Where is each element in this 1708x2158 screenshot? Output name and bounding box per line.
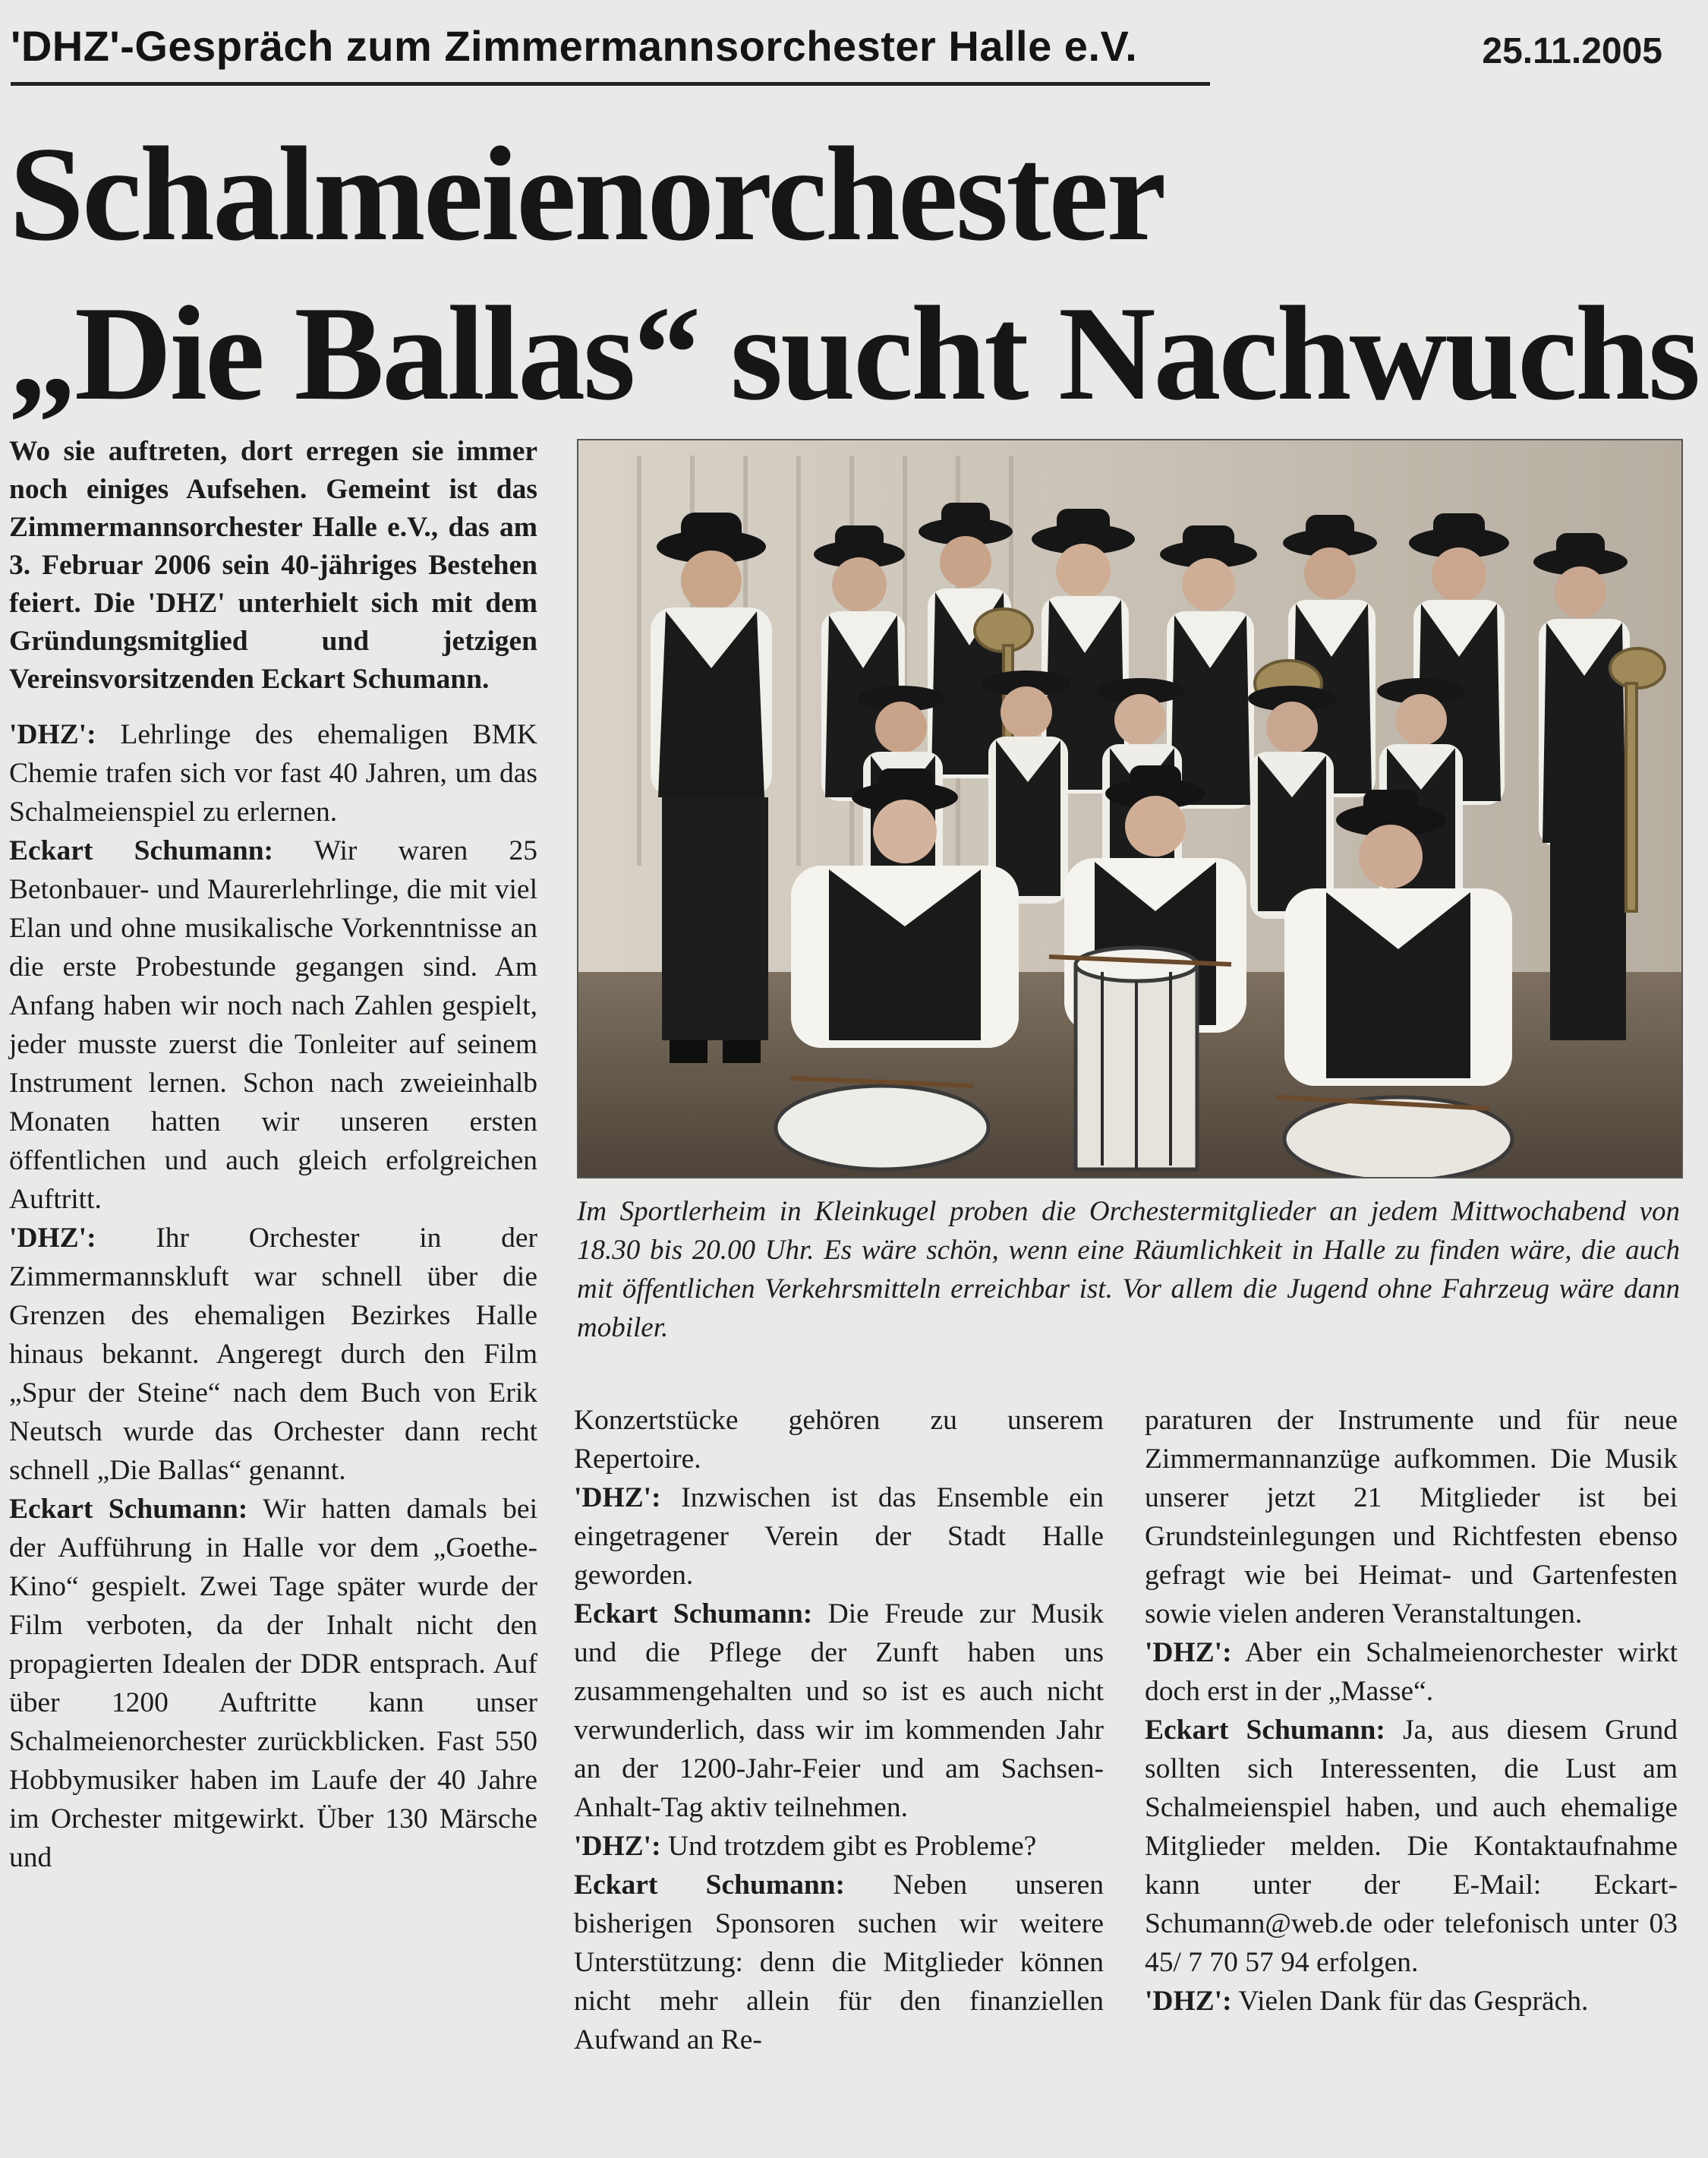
paragraph-text: Und trotzdem gibt es Probleme?: [660, 1831, 1037, 1862]
interview-paragraph: [9, 715, 537, 831]
speaker-label: Eckart Schumann:: [574, 1869, 846, 1901]
paragraph-text: Ihr Orchester in der Zimmermannskluft war schnell über die Grenzen des ehemaligen Bezirkes Halle hinaus bekannt. Angeregt durch den Film „Spur der Steine“ nach dem Buch von Erik Neutsch wurde das Orchester dann recht schnell „Die Ballas“ genannt.: [9, 1223, 537, 1486]
orchestra-group-photo: [577, 439, 1683, 1178]
headline-line-2: „Die Ballas“ sucht Nachwuchs: [9, 278, 1699, 428]
rubric-line: 'DHZ'-Gespräch zum Zimmermannsorchester Halle e.V.: [11, 22, 1138, 70]
interview-paragraph: [574, 1478, 1104, 1595]
rubric-underline: [11, 82, 1210, 86]
speaker-label: Eckart Schumann:: [1145, 1715, 1385, 1746]
interview-paragraph: [1145, 1982, 1678, 2021]
speaker-label: 'DHZ':: [574, 1482, 661, 1513]
paragraph-text: Lehrlinge des ehemaligen BMK Chemie trafen sich vor fast 40 Jahren, um das Schalmeienspiel zu erlernen.: [9, 719, 537, 828]
speaker-label: 'DHZ':: [1145, 1637, 1232, 1668]
interview-paragraph: [9, 1490, 537, 1877]
interview-paragraph: [9, 1219, 537, 1490]
interview-paragraph: [574, 1866, 1104, 2059]
speaker-label: 'DHZ':: [9, 1223, 96, 1254]
paragraph-text: Inzwischen ist das Ensemble ein eingetragener Verein der Stadt Halle geworden.: [574, 1482, 1104, 1591]
interview-paragraph: Konzertstücke gehören zu unserem Repertoire.: [574, 1405, 1104, 1475]
speaker-label: Eckart Schumann:: [9, 835, 274, 866]
interview-paragraph: [9, 831, 537, 1219]
photo-caption: Im Sportlerheim in Kleinkugel proben die Orchestermitglieder an jedem Mittwochabend von 18.30 bis 20.00 Uhr. Es wäre schön, wenn eine Räumlichkeit in Halle zu finden wäre, die auch mit öffentlichen Verkehrsmitteln erreichbar ist. Vor allem die Jugend ohne Fahrzeug wäre dann mobiler.: [577, 1196, 1680, 1343]
interview-paragraph: [1145, 1633, 1678, 1711]
headline: [9, 114, 1699, 433]
paragraph-text: Wir waren 25 Betonbauer- und Maurerlehrlinge, die mit viel Elan und ohne musikalische Vorkenntnisse an die erste Probestunde gegangen sind. Am Anfang haben wir noch nach Zahlen gespielt, jeder musste zuerst die Tonleiter auf seinem Instrument lernen. Schon nach zweieinhalb Monaten hatten wir unseren ersten öffentlichen und auch gleich erfolgreichen Auftritt.: [9, 835, 538, 1215]
publication-date: 25.11.2005: [1482, 31, 1662, 71]
article-column-3: [1145, 1401, 1678, 2021]
paragraph-text: Ja, aus diesem Grund sollten sich Interessenten, die Lust am Schalmeienspiel haben, und auch ehemalige Mitglieder melden. Die Kontaktaufnahme kann unter der E-Mail: Eckart-Schumann@web.de oder telefonisch unter 03 45/ 7 70 57 94 erfolgen.: [1145, 1715, 1678, 1978]
speaker-label: Eckart Schumann:: [9, 1494, 248, 1525]
article-lead: Wo sie auftreten, dort erregen sie immer noch einiges Aufsehen. Gemeint ist das Zimmermannsorchester Halle e.V., das am 3. Februar 2006 sein 40-jähriges Bestehen feiert. Die 'DHZ' unterhielt sich mit dem Gründungsmitglied und jetzigen Vereinsvorsitzenden Eckart Schumann.: [9, 436, 537, 695]
article-column-2: [574, 1401, 1104, 2059]
speaker-label: 'DHZ':: [574, 1831, 661, 1862]
speaker-label: Eckart Schumann:: [574, 1598, 813, 1630]
paragraph-text: Vielen Dank für das Gespräch.: [1231, 1986, 1589, 2017]
paragraph-text: Die Freude zur Musik und die Pflege der Zunft haben uns zusammengehalten und so ist es auch nicht verwunderlich, dass wir im kommenden Jahr an der 1200-Jahr-Feier und am Sachsen-Anhalt-Tag aktiv teilnehmen.: [574, 1598, 1104, 1823]
speaker-label: 'DHZ':: [1145, 1986, 1232, 2017]
interview-paragraph: paraturen der Instrumente und für neue Zimmermannanzüge aufkommen. Die Musik unserer jetzt 21 Mitglieder ist bei Grundsteinlegungen und Richtfesten ebenso gefragt wie bei Heimat- und Gartenfesten sowie vielen anderen Veranstaltungen.: [1145, 1405, 1678, 1630]
article-column-1: [9, 433, 537, 1877]
speaker-label: 'DHZ':: [9, 719, 96, 750]
interview-paragraph: [574, 1595, 1104, 1827]
paragraph-text: Aber ein Schalmeienorchester wirkt doch erst in der „Masse“.: [1145, 1637, 1678, 1707]
interview-paragraph: [574, 1827, 1104, 1866]
interview-paragraph: [1145, 1711, 1678, 1982]
photo-illustration: [578, 440, 1681, 1177]
paragraph-text: Neben unseren bisherigen Sponsoren suchen wir weitere Unterstützung: denn die Mitglieder können nicht mehr allein für den finanziellen Aufwand an Re-: [574, 1869, 1104, 2055]
headline-line-1: Schalmeienorchester: [9, 118, 1164, 269]
paragraph-text: Wir hatten damals bei der Aufführung in Halle vor dem „Goethe-Kino“ gespielt. Zwei Tage später wurde der Film verboten, da der Inhalt nicht den propagierten Idealen der DDR entsprach. Auf über 1200 Auftritte kann unser Schalmeienorchester zurückblicken. Fast 550 Hobbymusiker haben im Laufe der 40 Jahre im Orchester mitgewirkt. Über 130 Märsche und: [9, 1494, 537, 1873]
